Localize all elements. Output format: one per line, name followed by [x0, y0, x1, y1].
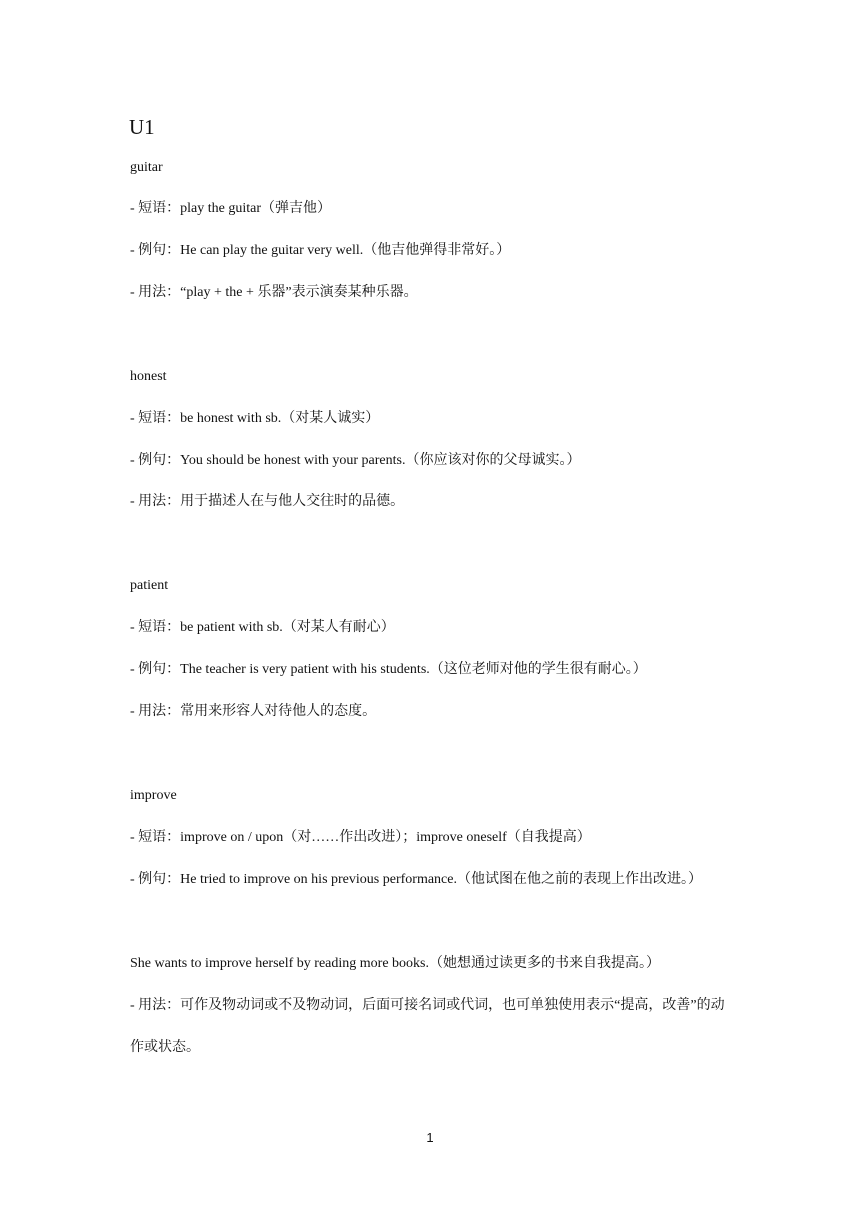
entry-word-patient: patient: [130, 578, 169, 593]
entry-word-honest: honest: [130, 369, 167, 384]
entry-example-patient: - 例句：The teacher is very patient with his students.（这位老师对他的学生很有耐心。）: [130, 662, 647, 677]
entry-word-guitar: guitar: [130, 160, 163, 175]
entry-example-honest: - 例句：You should be honest with your parents.（你应该对你的父母诚实。）: [130, 453, 581, 468]
entry-phrase-patient: - 短语：be patient with sb.（对某人有耐心）: [130, 620, 395, 635]
entry-example-guitar: - 例句：He can play the guitar very well.（他吉他弹得非常好。）: [130, 243, 511, 258]
unit-title: U1: [129, 115, 155, 139]
entry-phrase-improve: - 短语：improve on / upon（对……作出改进）；improve oneself（自我提高）: [130, 830, 591, 845]
entry-usage-patient: - 用法：常用来形容人对待他人的态度。: [130, 704, 377, 719]
entry-usage-improve: - 用法：可作及物动词或不及物动词，后面可接名词或代词，也可单独使用表示“提高，改善”的动作或状态。: [130, 998, 725, 1055]
page-number: 1: [426, 1130, 434, 1145]
entry-phrase-honest: - 短语：be honest with sb.（对某人诚实）: [130, 411, 380, 426]
entry-phrase-guitar: - 短语：play the guitar（弹吉他）: [130, 201, 332, 216]
entry-usage-honest: - 用法：用于描述人在与他人交往时的品德。: [130, 494, 405, 509]
entry-example-improve: - 例句：He tried to improve on his previous performance.（他试图在他之前的表现上作出改进。）: [130, 872, 702, 887]
entry-usage-guitar: - 用法：“play + the + 乐器”表示演奏某种乐器。: [130, 285, 418, 300]
entry-example2-improve: She wants to improve herself by reading more books.（她想通过读更多的书来自我提高。）: [130, 956, 660, 971]
entry-word-improve: improve: [130, 788, 177, 803]
